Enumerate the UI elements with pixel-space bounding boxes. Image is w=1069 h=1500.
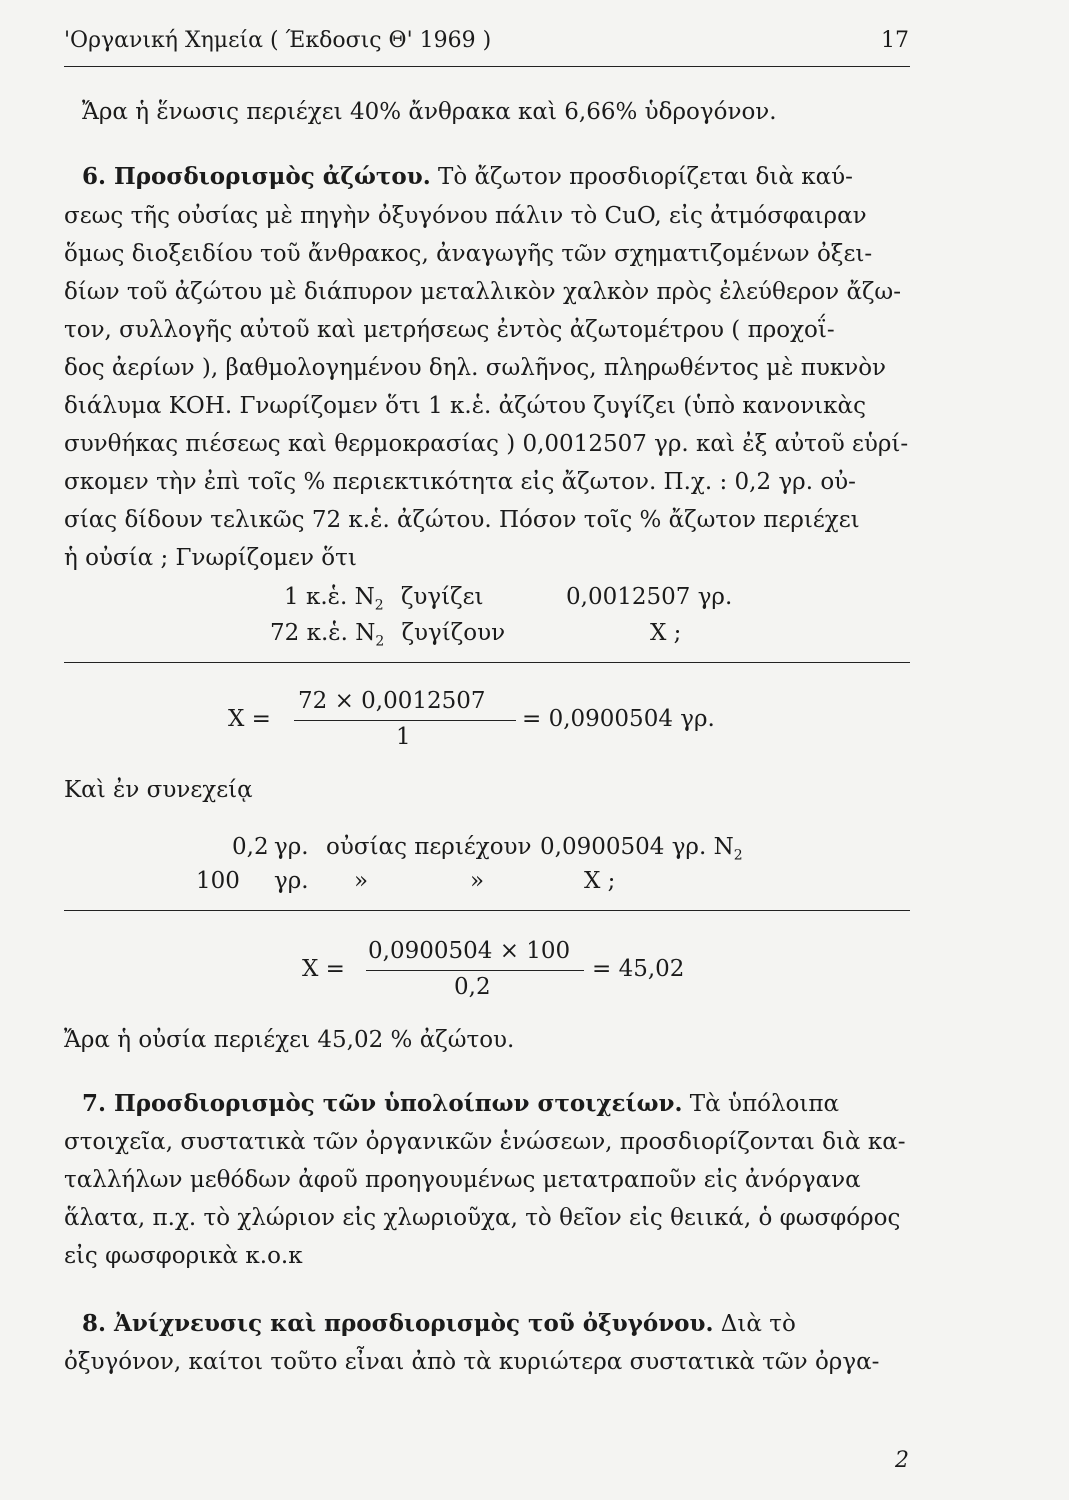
- text-line: σκομεν τὴν ἐπὶ τοῖς % περιεκτικότητα εἰς ἄζωτον. Π.χ. : 0,2 γρ. οὐ-: [64, 469, 856, 495]
- ditto-mark: »: [354, 868, 369, 894]
- text-line: διάλυμα ΚΟΗ. Γνωρίζομεν ὅτι 1 κ.ἑ. ἀζώτου ζυγίζει (ὑπὸ κανονικὰς: [64, 393, 866, 419]
- text-line: Ἄρα ἡ ἕνωσις περιέχει 40% ἄνθρακα καὶ 6,66% ὑδρογόνον.: [82, 99, 777, 125]
- text-line: συνθήκας πιέσεως καὶ θερμοκρασίας ) 0,0012507 γρ. καὶ ἐξ αὐτοῦ εὑρί-: [64, 431, 909, 457]
- text-line: ὅμως διοξειδίου τοῦ ἄνθρακος, ἀναγωγῆς τῶν σχηματιζομένων ὀξει-: [64, 241, 873, 267]
- equation-lhs: X =: [228, 706, 271, 732]
- running-head: 'Οργανική Χημεία ( Έκδοσις Θ' 1969 ): [64, 28, 492, 53]
- proportion-cell: οὐσίας περιέχουν: [326, 834, 532, 860]
- proportion-cell: X ;: [584, 868, 616, 894]
- text-line: 8. Ἀνίχνευσις καὶ προσδιορισμὸς τοῦ ὀξυγόνου. Διὰ τὸ: [82, 1310, 796, 1337]
- section-heading: 7. Προσδιορισμὸς τῶν ὑπολοίπων στοιχείων.: [82, 1090, 683, 1117]
- text-line: τον, συλλογῆς αὐτοῦ καὶ μετρήσεως ἐντὸς ἀζωτομέτρου ( προχοΐ-: [64, 317, 835, 343]
- proportion-cell: 0,0900504 γρ. $N_2$: [540, 834, 743, 864]
- fraction-numerator: 0,0900504 × 100: [368, 938, 571, 964]
- proportion-cell: 100: [196, 868, 240, 894]
- equation-rhs: = 0,0900504 γρ.: [522, 706, 715, 732]
- text-line: ταλλήλων μεθόδων ἀφοῦ προηγουμένως μετατραποῦν εἰς ἀνόργανα: [64, 1167, 861, 1193]
- text-line: ὀξυγόνον, καίτοι τοῦτο εἶναι ἀπὸ τὰ κυριώτερα συστατικὰ τῶν ὀργα-: [64, 1349, 880, 1375]
- fraction-line: [366, 970, 584, 971]
- section-rule: [64, 662, 910, 663]
- fraction-denominator: 1: [396, 724, 411, 750]
- text-line: ἡ οὐσία ; Γνωρίζομεν ὅτι: [64, 545, 357, 571]
- proportion-value: X ;: [650, 620, 682, 646]
- section-heading: 8. Ἀνίχνευσις καὶ προσδιορισμὸς τοῦ ὀξυγόνου.: [82, 1310, 714, 1337]
- proportion-cell: γρ.: [274, 834, 309, 860]
- text-line: 6. Προσδιορισμὸς ἀζώτου. Τὸ ἄζωτον προσδιορίζεται διὰ καύ-: [82, 163, 853, 190]
- text-line: ἅλατα, π.χ. τὸ χλώριον εἰς χλωριοῦχα, τὸ θεῖον εἰς θειικά, ὁ φωσφόρος: [64, 1205, 901, 1231]
- equation-lhs: X =: [302, 956, 345, 982]
- section-heading: 6. Προσδιορισμὸς ἀζώτου.: [82, 163, 431, 190]
- text-line: Καὶ ἐν συνεχείᾳ: [64, 777, 253, 803]
- fraction-numerator: 72 × 0,0012507: [298, 688, 486, 714]
- proportion-row: 72 κ.ἑ. $N_2$ ζυγίζουν: [270, 620, 506, 650]
- text-line: στοιχεῖα, συστατικὰ τῶν ὀργανικῶν ἑνώσεων, προσδιορίζονται διὰ κα-: [64, 1129, 906, 1155]
- fraction-denominator: 0,2: [454, 974, 491, 1000]
- text-line: σίας δίδουν τελικῶς 72 κ.ἑ. ἀζώτου. Πόσον τοῖς % ἄζωτον περιέχει: [64, 507, 860, 533]
- text-line: δος ἀερίων ), βαθμολογημένου δηλ. σωλῆνος, πληρωθέντος μὲ πυκνὸν: [64, 355, 887, 381]
- equation-rhs: = 45,02: [592, 956, 685, 982]
- signature-mark: 2: [895, 1448, 909, 1473]
- text-line: σεως τῆς οὐσίας μὲ πηγὴν ὀξυγόνου πάλιν τὸ CuO, εἰς ἀτμόσφαιραν: [64, 203, 867, 229]
- text-line: 7. Προσδιορισμὸς τῶν ὑπολοίπων στοιχείων. Τὰ ὑπόλοιπα: [82, 1090, 840, 1117]
- page-number: 17: [881, 28, 909, 53]
- text-line: δίων τοῦ ἀζώτου μὲ διάπυρον μεταλλικὸν χαλκὸν πρὸς ἐλεύθερον ἄζω-: [64, 279, 901, 305]
- proportion-row: 1 κ.ἑ. $N_2$ ζυγίζει: [284, 584, 484, 614]
- proportion-value: 0,0012507 γρ.: [566, 584, 733, 610]
- text-line: εἰς φωσφορικὰ κ.ο.κ: [64, 1243, 303, 1269]
- proportion-cell: γρ.: [274, 868, 309, 894]
- fraction-line: [294, 720, 516, 721]
- proportion-cell: 0,2: [232, 834, 269, 860]
- text-line: Ἄρα ἡ οὐσία περιέχει 45,02 % ἀζώτου.: [64, 1027, 515, 1053]
- section-rule: [64, 910, 910, 911]
- header-rule: [64, 66, 910, 67]
- ditto-mark: »: [470, 868, 485, 894]
